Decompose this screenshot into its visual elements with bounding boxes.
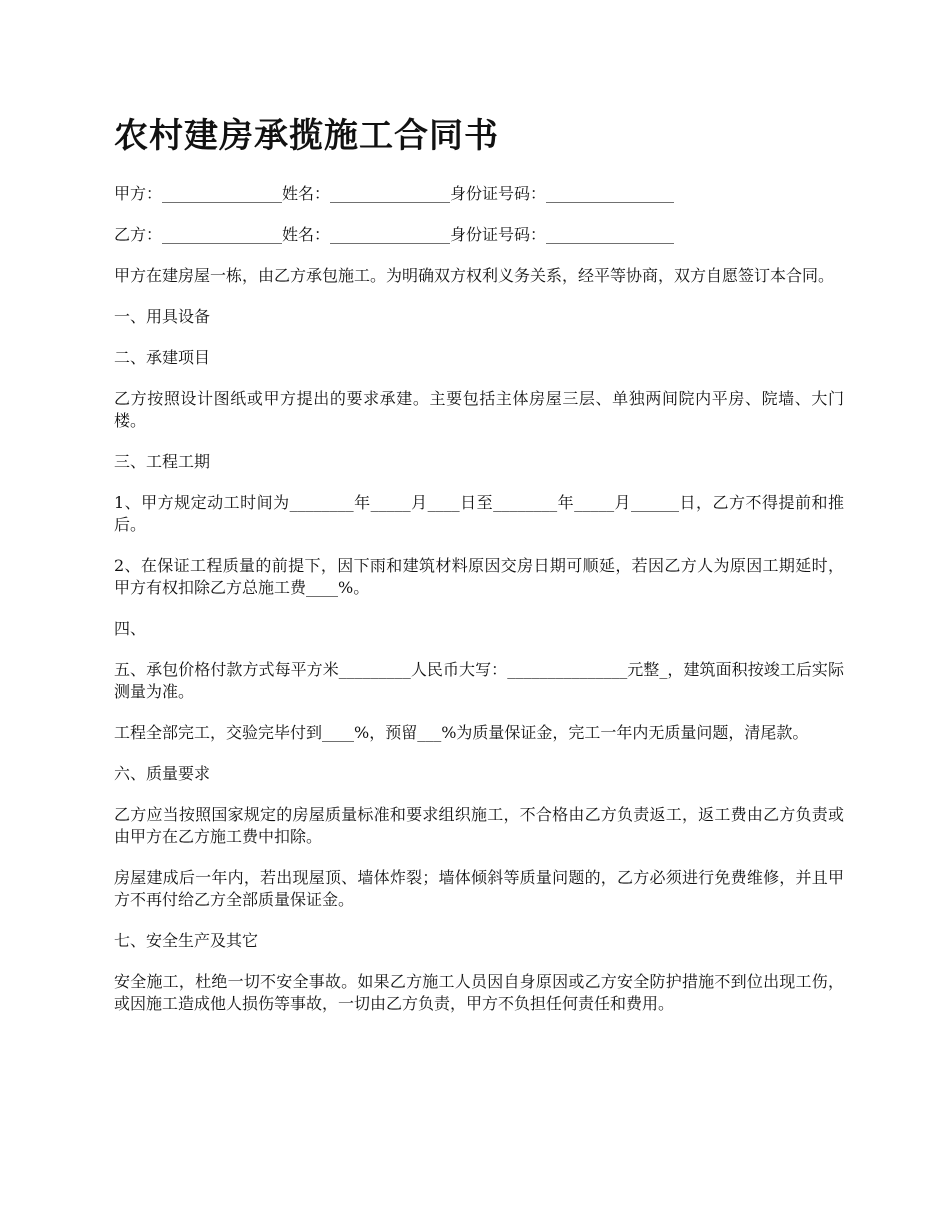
safety-paragraph: 安全施工，杜绝一切不安全事故。如果乙方施工人员因自身原因或乙方安全防护措施不到位出现工伤，或因施工造成他人损伤等事故，一切由乙方负责，甲方不负担任何责任和费用。 bbox=[114, 972, 844, 1013]
schedule-clause-2: 2、在保证工程质量的前提下，因下雨和建筑材料原因交房日期可顺延，若因乙方人为原因工期延时，甲方有权扣除乙方总施工费____%。 bbox=[114, 556, 844, 597]
document-page bbox=[114, 112, 844, 1034]
quality-paragraph-2: 房屋建成后一年内，若出现屋顶、墙体炸裂；墙体倾斜等质量问题的，乙方必须进行免费维修，并且甲方不再付给乙方全部质量保证金。 bbox=[114, 868, 844, 909]
schedule-clause-1: 1、甲方规定动工时间为________年_____月____日至________年_____月______日，乙方不得提前和推后。 bbox=[114, 493, 844, 534]
section-heading-project: 二、承建项目 bbox=[114, 348, 211, 367]
section-heading-four: 四、 bbox=[114, 619, 147, 638]
price-paragraph: 五、承包价格付款方式每平方米_________人民币大写：_______________元整_，建筑面积按竣工后实际测量为准。 bbox=[114, 660, 844, 701]
project-paragraph: 乙方按照设计图纸或甲方提出的要求承建。主要包括主体房屋三层、单独两间院内平房、院墙、大门楼。 bbox=[114, 389, 844, 430]
quality-paragraph-1: 乙方应当按照国家规定的房屋质量标准和要求组织施工，不合格由乙方负责返工，返工费由乙方负责或由甲方在乙方施工费中扣除。 bbox=[114, 805, 844, 846]
party-a-line: 甲方：_______________姓名：_______________身份证号码：________________ bbox=[114, 184, 675, 203]
section-heading-schedule: 三、工程工期 bbox=[114, 452, 211, 471]
section-heading-safety: 七、安全生产及其它 bbox=[114, 931, 259, 950]
section-heading-quality: 六、质量要求 bbox=[114, 764, 211, 783]
payment-paragraph: 工程全部完工，交验完毕付到____%，预留___%为质量保证金，完工一年内无质量问题，清尾款。 bbox=[114, 723, 809, 742]
document-title: 农村建房承揽施工合同书 bbox=[114, 116, 499, 156]
section-heading-equipment: 一、用具设备 bbox=[114, 307, 211, 326]
party-b-line: 乙方：_______________姓名：_______________身份证号码：________________ bbox=[114, 225, 675, 244]
intro-paragraph: 甲方在建房屋一栋，由乙方承包施工。为明确双方权利义务关系，经平等协商，双方自愿签订本合同。 bbox=[114, 266, 835, 285]
